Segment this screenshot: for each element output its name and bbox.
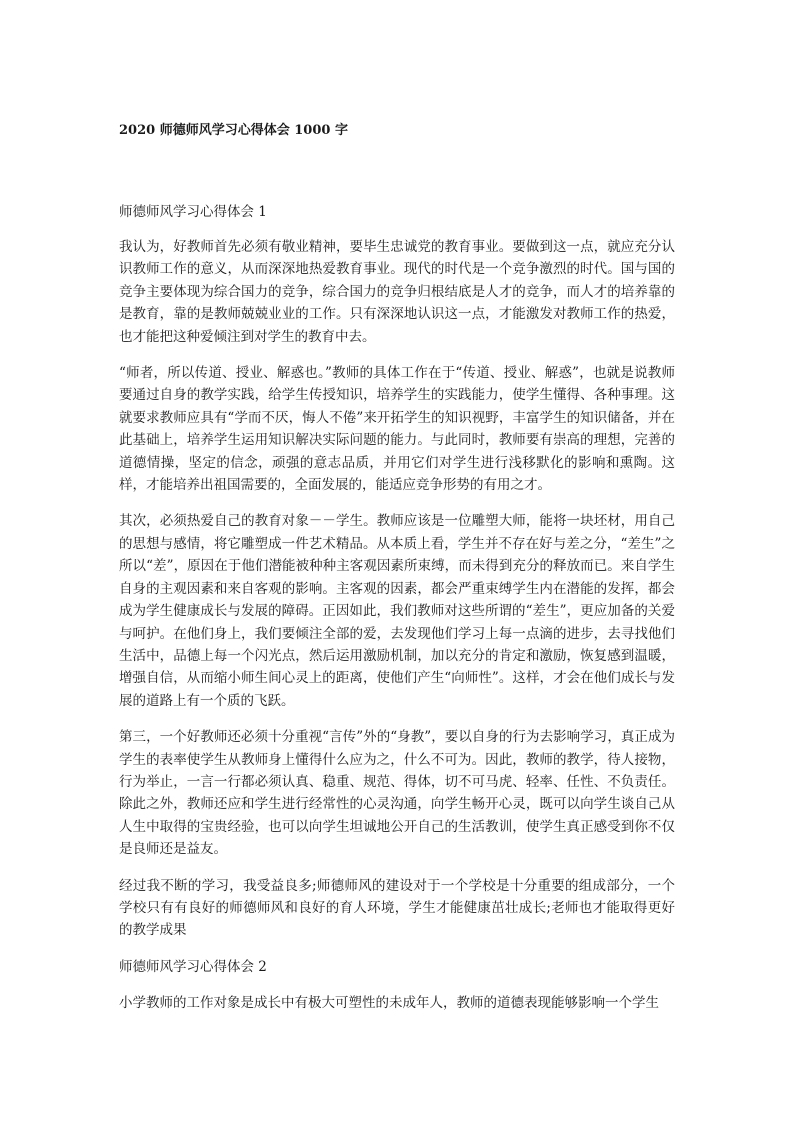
paragraph-5: 经过我不断的学习，我受益良多;师德师风的建设对于一个学校是十分重要的组成部分，一个学校只有有良好的师德师风和良好的育人环境，学生才能健康茁壮成长;老师也才能取得更好的教学成果 [119,877,675,939]
document-body [119,201,675,1014]
paragraph-2: “师者，所以传道、授业、解惑也。”教师的具体工作在于“传道、授业、解惑”，也就是说教师要通过自身的教学实践，给学生传授知识，培养学生的实践能力，使学生懂得、各种事理。这就要求教师应具有“学而不厌，悔人不倦”来开拓学生的知识视野，丰富学生的知识储备，并在此基础上，培养学生运用知识解决实际问题的能力。与此同时，教师要有崇高的理想，完善的道德情操，坚定的信念，顽强的意志品质，并用它们对学生进行浅移默化的影响和熏陶。这样，才能培养出祖国需要的，全面发展的，能适应竞争形势的有用之才。 [119,365,675,494]
section-heading-2: 师德师风学习心得体会 2 [119,958,267,975]
paragraph-4: 第三，一个好教师还必须十分重视“言传”外的“身教”，要以自身的行为去影响学习，真正成为学生的表率使学生从教师身上懂得什么应为之，什么不可为。因此，教师的教学，待人接物，行为举止，一言一行都必须认真、稳重、规范、得体，切不可马虎、轻率、任性、不负责任。除此之外，教师还应和学生进行经常性的心灵沟通，向学生畅开心灵，既可以向学生谈自己从人生中取得的宝贵经验，也可以向学生坦诚地公开自己的生活教训，使学生真正感受到你不仅是良师还是益友。 [119,729,675,858]
document-title: 2020 师德师风学习心得体会 1000 字 [119,123,348,138]
section-heading-1: 师德师风学习心得体会 1 [119,204,267,220]
paragraph-6: 小学教师的工作对象是成长中有极大可塑性的未成年人，教师的道德表现能够影响一个学生 [119,994,659,1011]
paragraph-1: 我认为，好教师首先必须有敬业精神，要毕生忠诚党的教育事业。要做到这一点，就应充分认识教师工作的意义，从而深深地热爱教育事业。现代的时代是一个竞争激烈的时代。国与国的竞争主要体现为综合国力的竞争，综合国力的竞争归根结底是人才的竞争，而人才的培养靠的是教育，靠的是教师兢兢业业的工作。只有深深地认识这一点，才能激发对教师工作的热爱，也才能把这种爱倾注到对学生的教育中去。 [119,239,675,345]
paragraph-3: 其次，必须热爱自己的教育对象－－学生。教师应该是一位雕塑大师，能将一块坯材，用自己的思想与感情，将它雕塑成一件艺术精品。从本质上看，学生并不存在好与差之分，“差生”之所以“差”，原因在于他们潜能被种种主客观因素所束缚，而未得到充分的释放而已。来自学生自身的主观因素和来自客观的影响。主客观的因素，都会严重束缚学生内在潜能的发挥，都会成为学生健康成长与发展的障碍。正因如此，我们教师对这些所谓的“差生”，更应加备的关爱与呵护。在他们身上，我们要倾注全部的爱，去发现他们学习上每一点滴的进步，去寻找他们生活中，品德上每一个闪光点，然后运用激励机制，加以充分的肯定和激励，恢复感到温暖，增强自信，从而缩小师生间心灵上的距离，使他们产生“向师性”。这样，才会在他们成长与发展的道路上有一个质的飞跃。 [119,513,675,709]
